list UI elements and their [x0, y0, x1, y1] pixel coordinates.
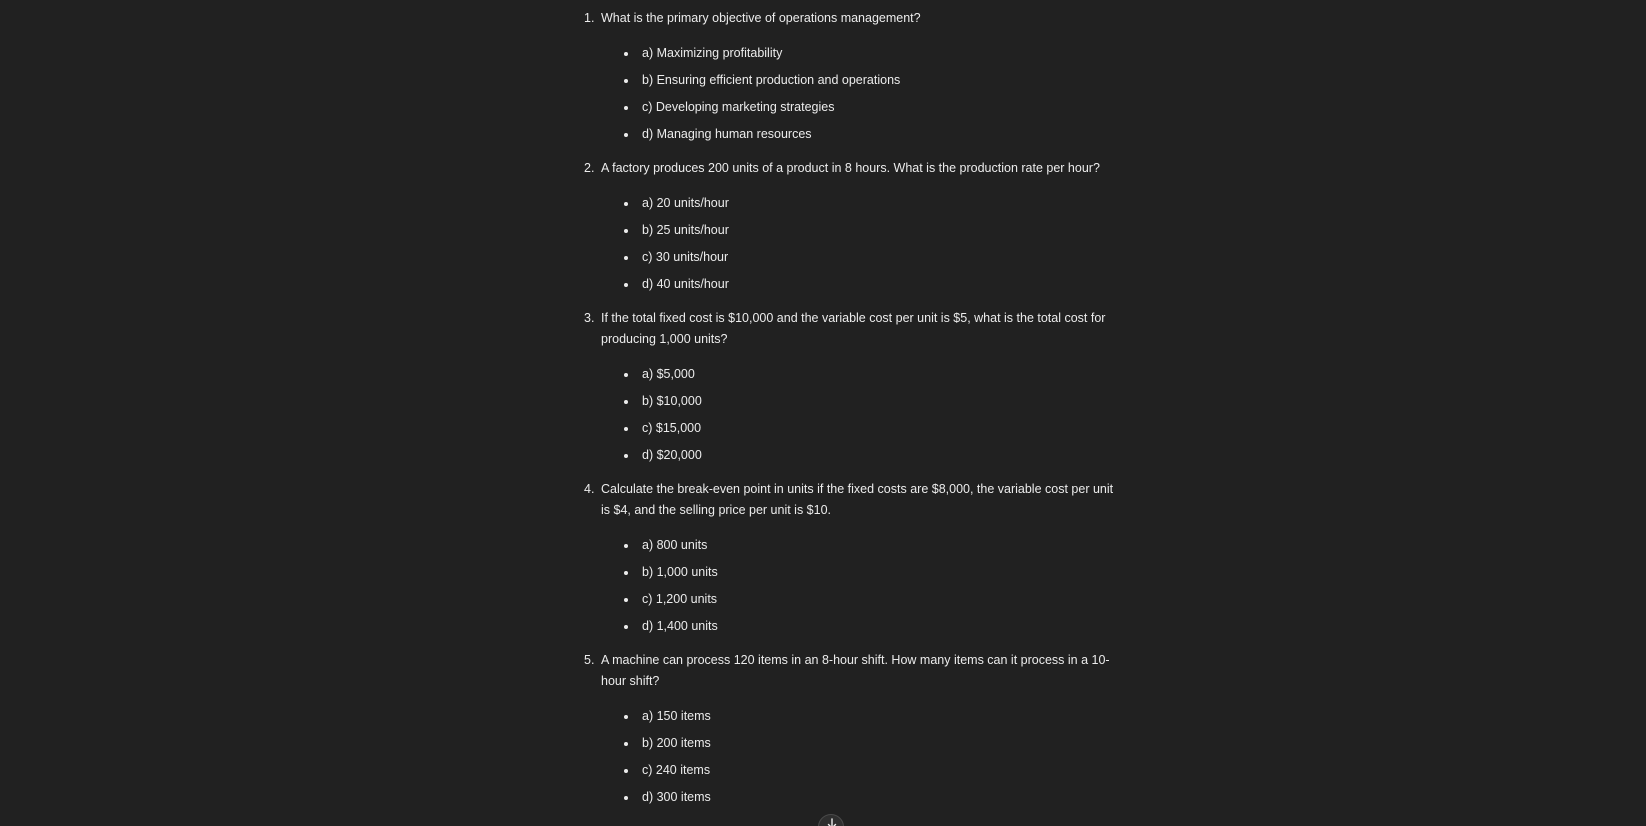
bullet-icon: [624, 769, 628, 773]
option-text: d) 40 units/hour: [642, 277, 729, 291]
bullet-icon: [624, 79, 628, 83]
option-list: [601, 535, 1124, 637]
option-text: b) $10,000: [642, 394, 702, 408]
option-list: [601, 193, 1124, 295]
question-3: [584, 308, 1124, 466]
option-text: a) 800 units: [642, 538, 708, 552]
question-4: [584, 479, 1124, 637]
option-text: d) Managing human resources: [642, 127, 812, 141]
option-list: [601, 706, 1124, 808]
option-text: c) 30 units/hour: [642, 250, 729, 264]
question-text: A factory produces 200 units of a product in 8 hours. What is the production rate per hour?: [601, 161, 1100, 175]
question-text: Calculate the break-even point in units if the fixed costs are $8,000, the variable cost per unit is $4, and the selling price per unit is $10.: [601, 482, 1114, 517]
question-text: A machine can process 120 items in an 8-hour shift. How many items can it process in a 10-hour shift?: [601, 653, 1110, 688]
option-text: d) $20,000: [642, 448, 702, 462]
question-5: [584, 650, 1124, 808]
option-item: [601, 760, 1124, 781]
option-list: [601, 364, 1124, 466]
bullet-icon: [624, 256, 628, 260]
bullet-icon: [624, 571, 628, 575]
bullet-icon: [624, 283, 628, 287]
option-text: a) Maximizing profitability: [642, 46, 783, 60]
question-list: [584, 8, 1124, 808]
bullet-icon: [624, 598, 628, 602]
question-number: 2.: [584, 161, 595, 175]
option-item: [601, 706, 1124, 727]
option-text: b) 200 items: [642, 736, 711, 750]
option-text: d) 300 items: [642, 790, 711, 804]
bullet-icon: [624, 229, 628, 233]
bullet-icon: [624, 796, 628, 800]
question-number: 5.: [584, 653, 595, 667]
assistant-message: [584, 8, 1124, 821]
option-text: c) 1,200 units: [642, 592, 718, 606]
option-item: [601, 247, 1124, 268]
option-item: [601, 124, 1124, 145]
option-item: [601, 616, 1124, 637]
question-1: [584, 8, 1124, 145]
option-text: a) 150 items: [642, 709, 711, 723]
bullet-icon: [624, 133, 628, 137]
option-item: [601, 364, 1124, 385]
bullet-icon: [624, 106, 628, 110]
option-item: [601, 70, 1124, 91]
bullet-icon: [624, 544, 628, 548]
option-item: [601, 220, 1124, 241]
option-list: [601, 43, 1124, 145]
question-text: If the total fixed cost is $10,000 and the variable cost per unit is $5, what is the total cost for producing 1,000 units?: [601, 311, 1106, 346]
bullet-icon: [624, 625, 628, 629]
option-item: [601, 787, 1124, 808]
question-text: What is the primary objective of operations management?: [601, 11, 921, 25]
option-text: c) Developing marketing strategies: [642, 100, 835, 114]
question-2: [584, 158, 1124, 295]
option-text: a) 20 units/hour: [642, 196, 729, 210]
option-item: [601, 418, 1124, 439]
arrow-down-icon: [826, 818, 838, 826]
question-number: 1.: [584, 11, 595, 25]
option-text: c) $15,000: [642, 421, 702, 435]
option-item: [601, 391, 1124, 412]
option-item: [601, 274, 1124, 295]
option-text: c) 240 items: [642, 763, 711, 777]
option-item: [601, 733, 1124, 754]
option-item: [601, 562, 1124, 583]
bullet-icon: [624, 742, 628, 746]
option-text: d) 1,400 units: [642, 619, 718, 633]
option-item: [601, 535, 1124, 556]
option-item: [601, 193, 1124, 214]
bullet-icon: [624, 454, 628, 458]
bullet-icon: [624, 715, 628, 719]
option-item: [601, 589, 1124, 610]
bullet-icon: [624, 202, 628, 206]
option-item: [601, 97, 1124, 118]
option-item: [601, 445, 1124, 466]
option-text: b) 1,000 units: [642, 565, 718, 579]
bullet-icon: [624, 400, 628, 404]
option-text: b) Ensuring efficient production and operations: [642, 73, 901, 87]
bullet-icon: [624, 373, 628, 377]
bullet-icon: [624, 52, 628, 56]
question-number: 3.: [584, 311, 595, 325]
question-number: 4.: [584, 482, 595, 496]
bullet-icon: [624, 427, 628, 431]
option-text: b) 25 units/hour: [642, 223, 729, 237]
option-text: a) $5,000: [642, 367, 695, 381]
option-item: [601, 43, 1124, 64]
